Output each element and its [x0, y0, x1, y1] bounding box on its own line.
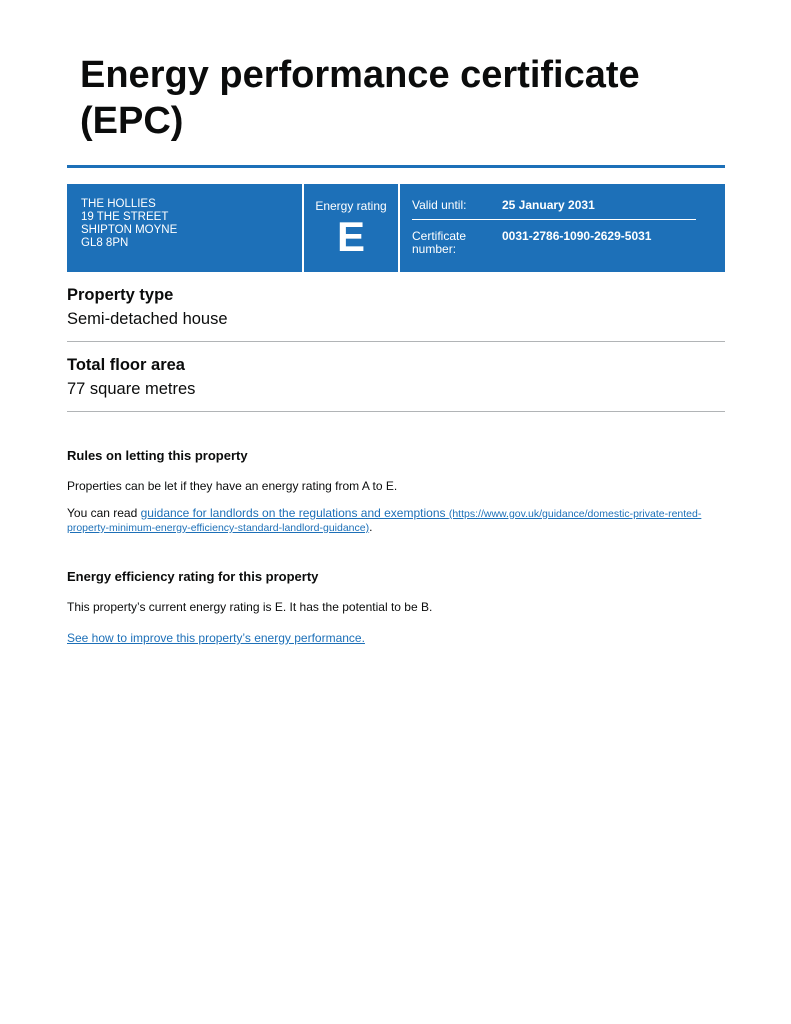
energy-rating-letter: E — [336, 213, 365, 260]
validity-divider — [412, 219, 696, 220]
page-title: Energy performance certificate (EPC) — [80, 54, 640, 142]
title-divider — [67, 165, 725, 168]
guidance-suffix: . — [369, 520, 373, 534]
letting-rules-text: Properties can be let if they have an energy rating from A to E. — [67, 479, 398, 493]
landlord-guidance-paragraph — [67, 507, 707, 535]
valid-until-label: Valid until: — [412, 198, 467, 212]
efficiency-rating-heading: Energy efficiency rating for this property — [67, 569, 319, 584]
certificate-number-value: 0031-2786-1090-2629-5031 — [502, 229, 652, 243]
property-type-value: Semi-detached house — [67, 310, 228, 328]
letting-rules-heading: Rules on letting this property — [67, 448, 248, 463]
floor-area-heading: Total floor area — [67, 356, 185, 374]
address-line-2: 19 THE STREET — [81, 211, 169, 223]
valid-until-value: 25 January 2031 — [502, 198, 595, 212]
landlord-guidance-link[interactable] — [67, 506, 701, 534]
section-divider — [67, 411, 725, 412]
summary-banner — [67, 184, 725, 272]
guidance-prefix: You can read — [67, 506, 141, 520]
address-block — [67, 184, 302, 272]
landlord-guidance-link-text: guidance for landlords on the regulations and exemptions — [140, 506, 446, 520]
landlord-guidance-url: (https://www.gov.uk/guidance/domestic-private-rented-property-minimum-energy-efficiency-standard-landlord-guidance) — [67, 508, 702, 534]
improve-performance-paragraph — [67, 632, 707, 645]
energy-rating-block — [304, 184, 398, 272]
validity-block — [400, 184, 725, 272]
floor-area-value: 77 square metres — [67, 380, 196, 398]
address-postcode: GL8 8PN — [81, 237, 129, 249]
energy-rating-label: Energy rating — [315, 199, 387, 213]
certificate-number-label: Certificate number: — [412, 229, 467, 256]
address-line-3: SHIPTON MOYNE — [81, 224, 178, 236]
improve-performance-link[interactable]: See how to improve this property’s energy performance. — [67, 631, 365, 645]
address-line-1: THE HOLLIES — [81, 198, 156, 210]
property-type-heading: Property type — [67, 286, 174, 304]
efficiency-rating-text: This property’s current energy rating is E. It has the potential to be B. — [67, 600, 433, 614]
section-divider — [67, 341, 725, 342]
